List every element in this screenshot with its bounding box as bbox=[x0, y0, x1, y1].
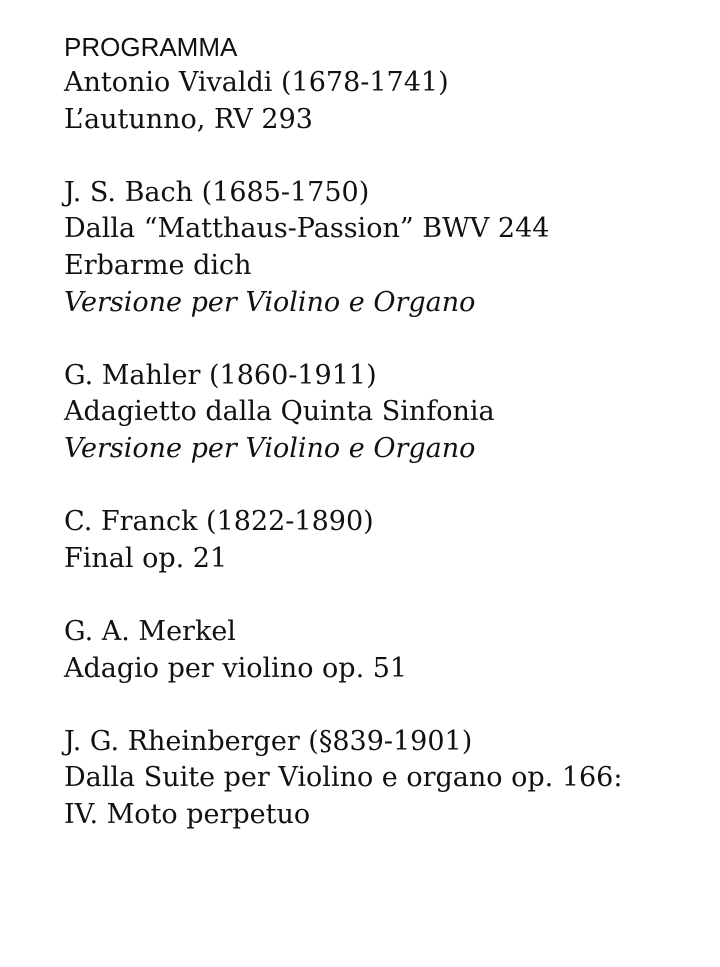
entry-spacer bbox=[64, 321, 704, 358]
program-entry-franck bbox=[64, 504, 704, 577]
composer-line: J. S. Bach (1685-1750) bbox=[64, 176, 370, 208]
entry-spacer bbox=[64, 577, 704, 614]
composer-line: C. Franck (1822-1890) bbox=[64, 506, 374, 538]
composer-line: J. G. Rheinberger (§839-1901) bbox=[64, 725, 473, 757]
composer-line: G. Mahler (1860-1911) bbox=[64, 359, 377, 391]
program-entry-merkel bbox=[64, 614, 704, 687]
work-line: Adagio per violino op. 51 bbox=[64, 652, 408, 684]
program-heading: PROGRAMMA bbox=[64, 32, 238, 62]
subtitle-line: Erbarme dich bbox=[64, 249, 252, 281]
composer-line: Antonio Vivaldi (1678-1741) bbox=[64, 67, 449, 98]
program-entry-mahler bbox=[64, 358, 704, 468]
program-entry-vivaldi bbox=[64, 65, 704, 138]
entry-spacer bbox=[64, 687, 704, 724]
version-note: Versione per Violino e Organo bbox=[64, 432, 476, 464]
subtitle-line: IV. Moto perpetuo bbox=[64, 798, 311, 830]
work-line: Final op. 21 bbox=[64, 542, 228, 574]
work-line: Adagietto dalla Quinta Sinfonia bbox=[64, 396, 495, 428]
version-note: Versione per Violino e Organo bbox=[64, 286, 476, 318]
work-line: Dalla “Matthaus-Passion” BWV 244 bbox=[64, 213, 550, 245]
composer-line: G. A. Merkel bbox=[64, 615, 236, 647]
work-line: Dalla Suite per Violino e organo op. 166: bbox=[64, 762, 623, 794]
entry-spacer bbox=[64, 138, 704, 175]
program-list bbox=[64, 65, 704, 833]
work-line: L’autunno, RV 293 bbox=[64, 103, 313, 135]
program-entry-bach bbox=[64, 175, 704, 321]
program-entry-rheinberger bbox=[64, 724, 704, 834]
entry-spacer bbox=[64, 468, 704, 505]
